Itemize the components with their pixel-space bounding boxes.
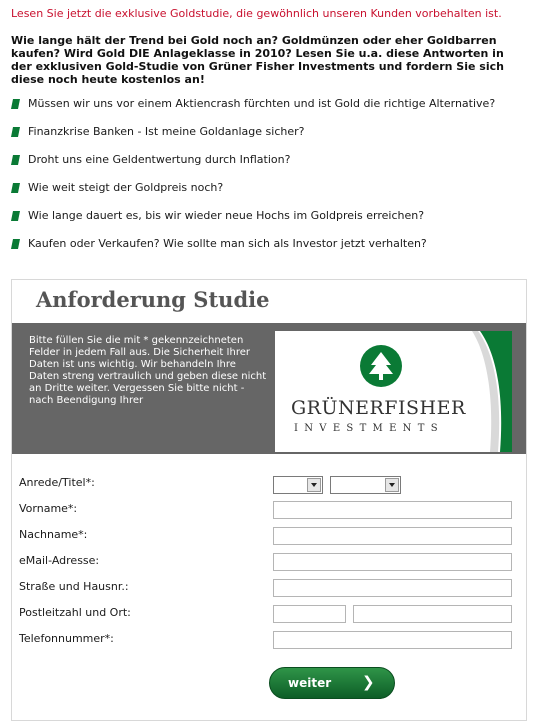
list-item	[11, 97, 526, 125]
notice-band	[12, 323, 526, 454]
question-text: Müssen wir uns vor einem Aktiencrash fürchten und ist Gold die richtige Alternative?	[28, 97, 496, 110]
lead-paragraph: Wie lange hält der Trend bei Gold noch an? Goldmünzen oder eher Goldbarren kaufen? Wird Gold DIE Anlageklasse in 2010? Lesen Sie u.a. diese Antworten in der exklusiven Gold-Studie von Grüner Fisher Investments und fordern Sie sich diese noch heute kostenlos an!	[11, 34, 504, 86]
firstname-label: Vorname*:	[19, 502, 78, 515]
chevron-down-icon[interactable]	[385, 478, 399, 492]
company-logo	[275, 331, 512, 452]
list-item	[11, 209, 526, 237]
tree-icon	[360, 345, 402, 387]
street-label: Straße und Hausnr.:	[19, 580, 129, 593]
question-text: Droht uns eine Geldentwertung durch Inflation?	[28, 153, 291, 166]
zipcity-label: Postleitzahl und Ort:	[19, 606, 131, 619]
bullet-icon	[11, 127, 20, 137]
bullet-icon	[11, 239, 20, 249]
salutation-label: Anrede/Titel*:	[19, 476, 95, 489]
logo-subline: INVESTMENTS	[294, 423, 444, 434]
submit-label: weiter	[288, 676, 332, 690]
firstname-input[interactable]	[273, 501, 512, 519]
phone-label: Telefonnummer*:	[19, 632, 114, 645]
salutation-select[interactable]	[273, 476, 323, 494]
question-list	[11, 97, 526, 265]
question-text: Finanzkrise Banken - Ist meine Goldanlage sicher?	[28, 125, 305, 138]
email-input[interactable]	[273, 553, 512, 571]
bullet-icon	[11, 183, 20, 193]
lastname-input[interactable]	[273, 527, 512, 545]
question-text: Kaufen oder Verkaufen? Wie sollte man sich als Investor jetzt verhalten?	[28, 237, 427, 250]
logo-wordmark: GRÜNERFISHER	[291, 397, 466, 419]
chevron-right-icon: ❯	[362, 673, 375, 691]
city-input[interactable]	[353, 605, 512, 623]
list-item	[11, 153, 526, 181]
question-text: Wie weit steigt der Goldpreis noch?	[28, 181, 224, 194]
email-label: eMail-Adresse:	[19, 554, 100, 567]
lastname-label: Nachname*:	[19, 528, 88, 541]
form-title: Anforderung Studie	[36, 287, 270, 312]
question-text: Wie lange dauert es, bis wir wieder neue Hochs im Goldpreis erreichen?	[28, 209, 425, 222]
phone-input[interactable]	[273, 631, 512, 649]
zip-input[interactable]	[273, 605, 346, 623]
chevron-down-icon[interactable]	[307, 478, 321, 492]
submit-button[interactable]	[269, 667, 395, 699]
list-item	[11, 237, 526, 265]
list-item	[11, 125, 526, 153]
bullet-icon	[11, 155, 20, 165]
bullet-icon	[11, 99, 20, 109]
swoosh-icon	[472, 331, 512, 452]
list-item	[11, 181, 526, 209]
intro-text: Lesen Sie jetzt die exklusive Goldstudie, die gewöhnlich unseren Kunden vorbehalten ist.	[11, 7, 502, 20]
title-select[interactable]	[330, 476, 401, 494]
street-input[interactable]	[273, 579, 512, 597]
bullet-icon	[11, 211, 20, 221]
privacy-notice: Bitte füllen Sie die mit * gekennzeichneten Felder in jedem Fall aus. Die Sicherheit Ihrer Daten ist uns wichtig. Wir behandeln Ihre Daten streng vertraulich und geben diese nicht an Dritte weiter. Vergessen Sie bitte nicht - nach Beendigung Ihrer	[29, 335, 267, 406]
request-form-panel	[11, 279, 527, 721]
